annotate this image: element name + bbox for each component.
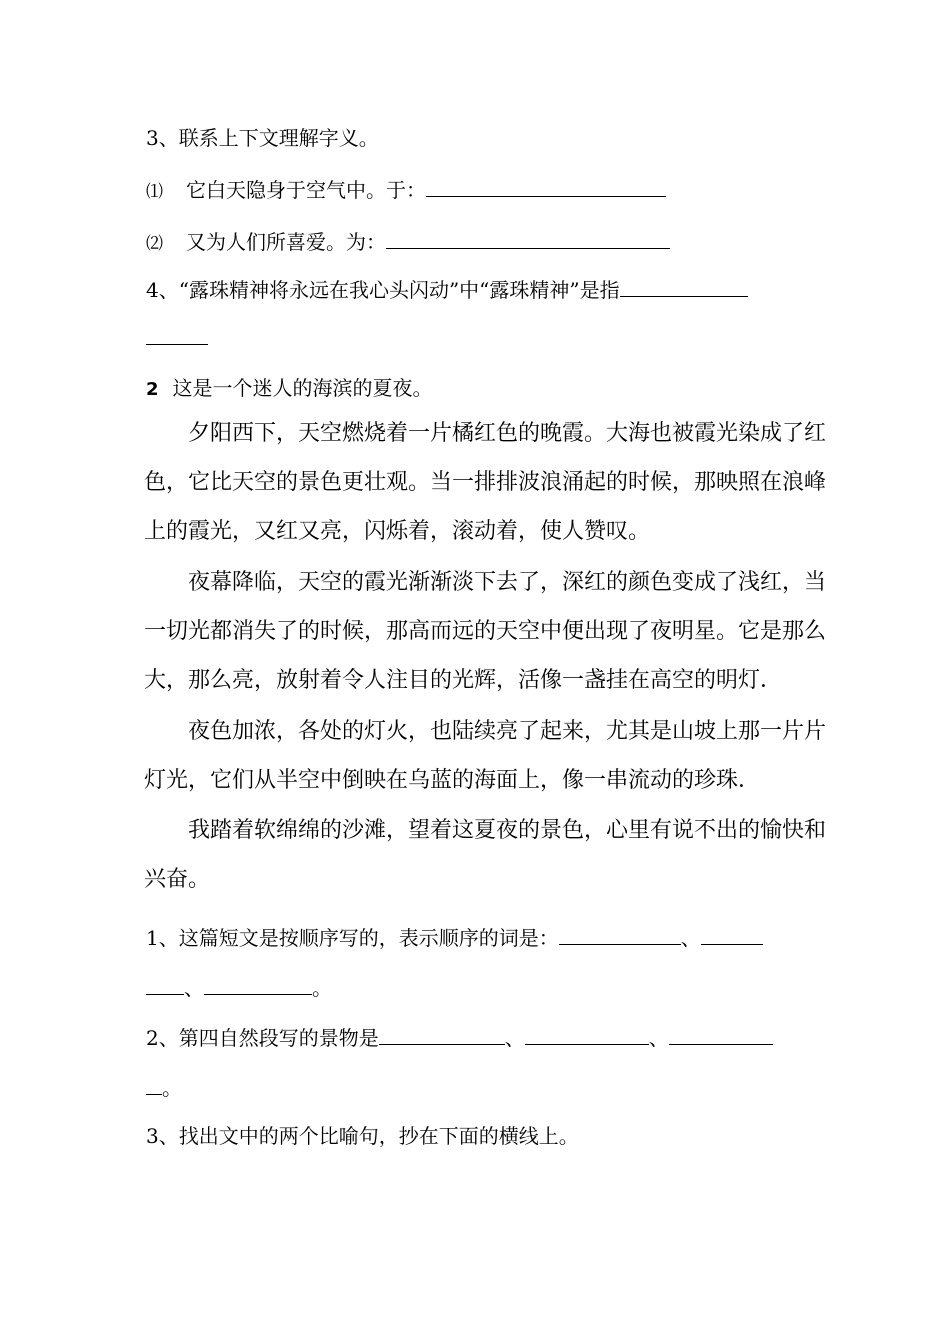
- passage-question-1: [146, 922, 950, 952]
- item-text: 它白天隐身于空气中。于：: [186, 178, 426, 202]
- question-4-prompt: [146, 274, 950, 304]
- question-3-item-1: [146, 174, 950, 206]
- passage-question-3: 3、找出文中的两个比喻句，抄在下面的横线上。: [146, 1124, 579, 1148]
- passage-line: 兴奋。: [144, 867, 211, 892]
- passage-line: 上的霞光，又红又亮，闪烁着，滚动着，使人赞叹。: [144, 519, 651, 544]
- answer-blank[interactable]: [204, 972, 312, 995]
- separator: 、: [504, 1026, 525, 1050]
- answer-blank[interactable]: [525, 1022, 649, 1045]
- section-2-heading: [146, 374, 950, 404]
- passage-line: 夜色加浓，各处的灯火，也陆续亮了起来，尤其是山坡上那一片片: [188, 719, 827, 744]
- answer-blank[interactable]: [386, 226, 670, 249]
- end-mark: 。: [312, 976, 332, 1000]
- separator: 、: [184, 976, 204, 1000]
- answer-blank[interactable]: [146, 1072, 162, 1095]
- answer-blank[interactable]: [379, 1022, 505, 1045]
- answer-blank[interactable]: [620, 274, 748, 297]
- question-1-text: 1、这篇短文是按顺序写的，表示顺序的词是：: [146, 926, 559, 950]
- passage-line: 灯光，它们从半空中倒映在乌蓝的海面上，像一串流动的珍珠．: [144, 768, 761, 793]
- question-3-prompt: 3、联系上下文理解字义。: [146, 126, 379, 150]
- passage-line: 一切光都消失了的时候，那高而远的天空中便出现了夜明星。它是那么: [144, 619, 827, 644]
- passage-line: 我踏着软绵绵的沙滩，望着这夏夜的景色，心里有说不出的愉快和: [188, 818, 827, 843]
- separator: 、: [680, 926, 701, 950]
- answer-blank[interactable]: [426, 174, 666, 197]
- question-2-text: 2、第四自然段写的景物是: [146, 1026, 379, 1050]
- answer-blank[interactable]: [559, 922, 681, 945]
- answer-blank[interactable]: [701, 922, 763, 945]
- passage-line: 色，它比天空的景色更壮观。当一排排波浪涌起的时候，那映照在浪峰: [144, 470, 827, 495]
- answer-blank[interactable]: [146, 322, 208, 345]
- item-number: ⑴: [146, 182, 163, 202]
- item-text: 又为人们所喜爱。为：: [186, 230, 386, 254]
- passage-line: 大，那么亮，放射着令人注目的光辉，活像一盏挂在高空的明灯．: [144, 668, 783, 693]
- passage-question-2-continuation: [146, 1072, 950, 1102]
- question-4-continuation: [146, 322, 950, 352]
- passage-line: 夕阳西下，天空燃烧着一片橘红色的晚霞。大海也被霞光染成了红: [188, 421, 827, 446]
- answer-blank[interactable]: [669, 1022, 773, 1045]
- passage-question-1-continuation: [146, 972, 950, 1002]
- item-number: ⑵: [146, 234, 163, 254]
- passage-question-2: [146, 1022, 950, 1052]
- question-4-text: 4、“露珠精神将永远在我心头闪动”中“露珠精神”是指: [146, 278, 620, 302]
- answer-blank[interactable]: [146, 972, 184, 995]
- section-number: 2: [146, 379, 159, 400]
- passage-line: 夜幕降临，天空的霞光渐渐淡下去了，深红的颜色变成了浅红，当: [188, 570, 827, 595]
- separator: 、: [648, 1026, 669, 1050]
- end-mark: 。: [162, 1076, 182, 1100]
- section-title: 这是一个迷人的海滨的夏夜。: [172, 376, 433, 400]
- question-3-item-2: [146, 226, 950, 258]
